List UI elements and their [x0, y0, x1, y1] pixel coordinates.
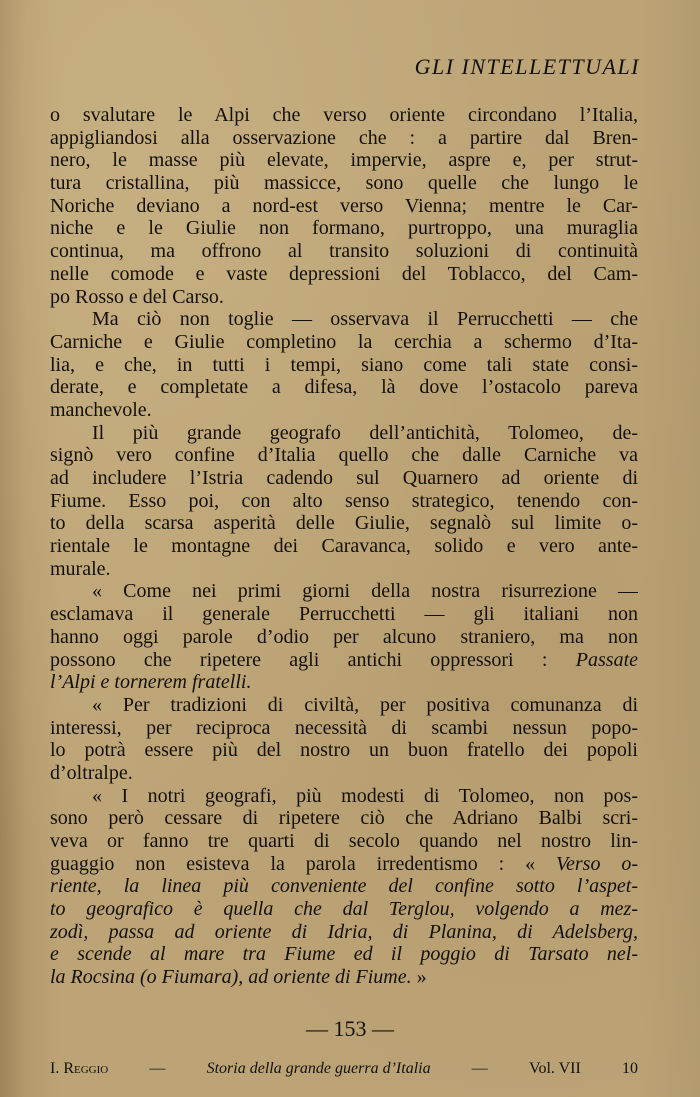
text-line — [50, 535, 638, 558]
line-text: derate, e completate a difesa, là dove l’ostacolo pareva — [50, 376, 638, 399]
line-text: rientale le montagne dei Caravanca, solido e vero ante- — [50, 535, 638, 558]
footer-signature-mark: 10 — [622, 1060, 638, 1077]
line-text: lia, e che, in tutti i tempi, siano come tali state consi- — [50, 353, 638, 376]
text-line — [50, 580, 638, 603]
line-text: « Come nei primi giorni della nostra risurrezione — — [92, 580, 638, 603]
italic-quotation: Passate — [575, 648, 638, 671]
text-line — [50, 671, 638, 694]
line-text: o svalutare le Alpi che verso oriente circondano l’Italia, — [50, 104, 638, 126]
text-line — [50, 127, 638, 150]
text-line — [50, 422, 638, 445]
footer-dash: — — [149, 1060, 166, 1077]
line-text: ad includere l’Istria cadendo sul Quarnero ad oriente di — [50, 467, 638, 489]
text-line — [50, 603, 638, 626]
text-line — [50, 943, 638, 966]
line-text: « I notri geografi, più modesti di Tolomeo, non pos- — [92, 784, 638, 807]
line-text: possono che ripetere agli antichi oppressori : — [50, 648, 548, 671]
line-text: Fiume. Esso poi, con alto senso strategico, tenendo con- — [50, 489, 638, 512]
text-line — [50, 399, 638, 422]
text-line — [50, 354, 638, 377]
text-line — [50, 286, 638, 309]
line-text: guaggio non esisteva la parola irredentismo : « — [50, 852, 536, 875]
text-line — [50, 739, 638, 762]
line-text: hanno oggi parole d’odio per alcuno straniero, ma non — [50, 625, 638, 648]
closing-guillemet: » — [411, 966, 427, 989]
line-text: to della scarsa asperità delle Giulie, segnalò sul limite o- — [50, 512, 638, 535]
text-line — [50, 149, 638, 172]
text-line — [50, 807, 638, 830]
text-line — [50, 966, 638, 989]
text-line — [50, 490, 638, 513]
footer-volume: Vol. VII — [528, 1060, 581, 1077]
text-line — [50, 626, 638, 649]
text-line — [50, 649, 638, 672]
text-line — [50, 217, 638, 240]
line-text: po Rosso e del Carso. — [50, 285, 224, 308]
text-line — [50, 195, 638, 218]
text-line — [50, 830, 638, 853]
text-line — [50, 263, 638, 286]
line-text: murale. — [50, 557, 111, 580]
line-text: Noriche deviano a nord-est verso Vienna; mentre le Car- — [50, 194, 638, 217]
text-line — [50, 921, 638, 944]
footer-title: Storia della grande guerra d’Italia — [206, 1060, 431, 1077]
text-line — [50, 762, 638, 785]
body-text — [50, 104, 638, 989]
line-text: tura cristallina, più massicce, sono quelle che lungo le — [50, 172, 638, 195]
italic-quotation: l’Alpi e tornerem fratelli. — [50, 671, 252, 694]
text-line — [50, 376, 638, 399]
text-line — [50, 240, 638, 263]
line-text: nelle comode e vaste depressioni del Toblacco, del Cam- — [50, 262, 638, 285]
text-line — [50, 875, 638, 898]
line-text: lo potrà essere più del nostro un buon fratello dei popoli — [50, 739, 638, 762]
text-line — [50, 444, 638, 467]
text-line — [50, 898, 638, 921]
line-text: appigliandosi alla osservazione che : a partire dal Bren- — [50, 126, 638, 149]
italic-quotation: riente, la linea più conveniente del confine sotto l’aspet- — [50, 875, 638, 898]
text-line — [50, 785, 638, 808]
text-line — [50, 717, 638, 740]
running-head: GLI INTELLETTUALI — [414, 54, 640, 79]
line-text: signò vero confine d’Italia quello che dalle Carniche va — [50, 444, 638, 467]
footer-author: I. Reggio — [50, 1060, 109, 1077]
italic-quotation: Verso o- — [556, 852, 638, 875]
line-text: Il più grande geografo dell’antichità, Tolomeo, de- — [92, 421, 638, 444]
line-text: manchevole. — [50, 398, 152, 421]
italic-quotation: la Rocsina (o Fiumara), ad oriente di Fiume. — [50, 966, 412, 989]
line-text: Ma ciò non toglie — osservava il Perrucchetti — che — [92, 308, 638, 331]
text-line — [50, 853, 638, 876]
text-line — [50, 512, 638, 535]
line-text: sono però cessare di ripetere ciò che Adriano Balbi scri- — [50, 807, 638, 830]
footer-signature-line — [50, 1060, 638, 1078]
italic-quotation: zodì, passa ad oriente di Idria, di Planina, di Adelsberg, — [50, 920, 638, 943]
page-number: — 153 — — [306, 1016, 394, 1041]
text-line — [50, 694, 638, 717]
italic-quotation: e scende al mare tra Fiume ed il poggio di Tarsato nel- — [50, 943, 638, 966]
text-line — [50, 104, 638, 127]
italic-quotation: to geografico è quella che dal Terglou, volgendo a mez- — [50, 898, 638, 921]
line-text: niche e le Giulie non formano, purtroppo, una muraglia — [50, 217, 638, 240]
line-text: continua, ma offrono al transito soluzioni di continuità — [50, 240, 638, 263]
line-text: interessi, per reciproca necessità di scambi nessun popo- — [50, 716, 638, 739]
line-text: esclamava il generale Perrucchetti — gli italiani non — [50, 603, 638, 626]
text-line — [50, 172, 638, 195]
line-text: nero, le masse più elevate, impervie, aspre e, per strut- — [50, 149, 638, 172]
line-text: « Per tradizioni di civiltà, per positiva comunanza di — [92, 693, 638, 716]
text-line — [50, 308, 638, 331]
text-line — [50, 558, 638, 581]
line-text: Carniche e Giulie completino la cerchia a schermo d’Ita- — [50, 330, 638, 353]
line-text: veva or fanno tre quarti di secolo quando nel nostro lin- — [50, 830, 638, 852]
footer-dash: — — [471, 1060, 488, 1077]
line-text: d’oltralpe. — [50, 761, 133, 784]
text-line — [50, 331, 638, 354]
text-line — [50, 467, 638, 490]
